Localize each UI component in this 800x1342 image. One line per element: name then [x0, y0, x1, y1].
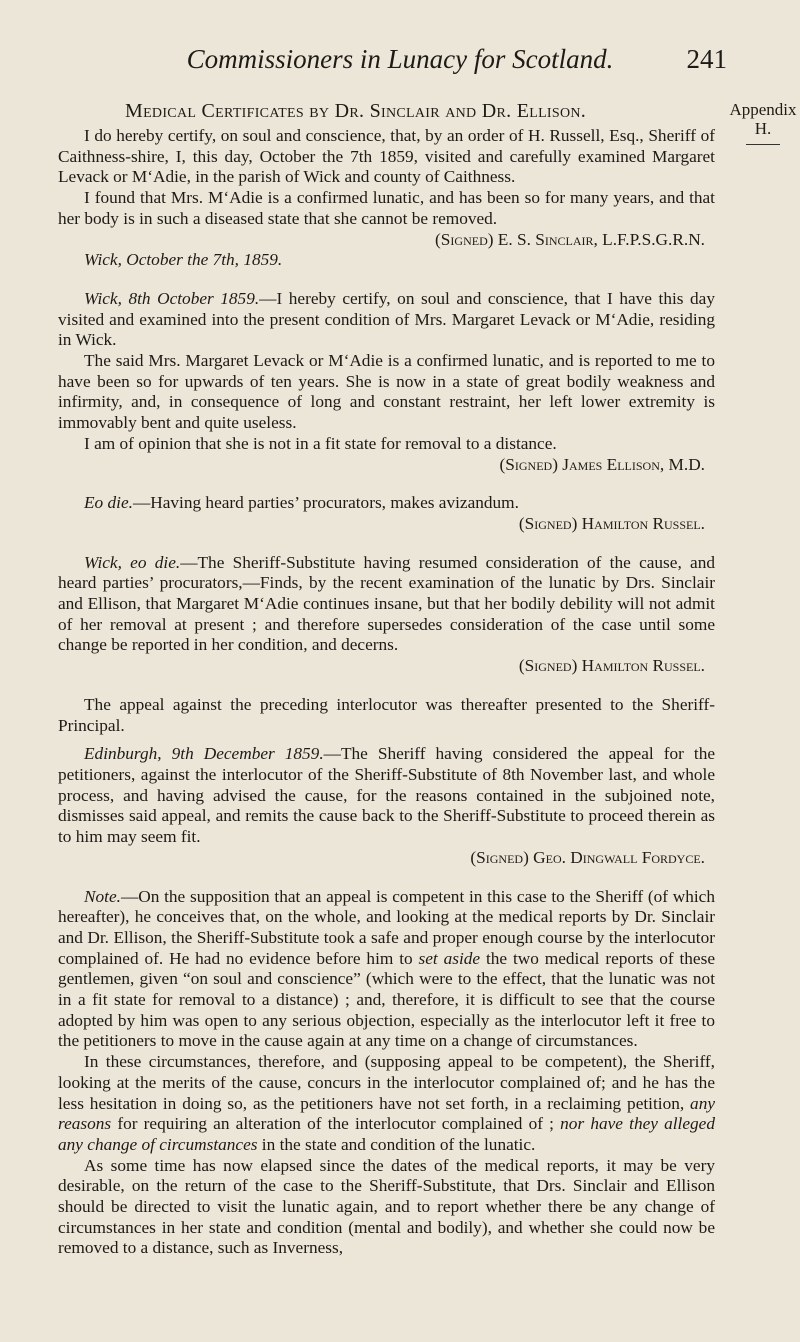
note-paragraph-2	[58, 1052, 715, 1156]
appendix-word: Appendix	[729, 100, 797, 119]
body-text	[58, 126, 715, 1259]
certificate-1-paragraph-2: I found that Mrs. M‘Adie is a confirmed lunatic, and has been so for many years, and that her body is in such a diseased state that she cannot be removed.	[58, 188, 715, 228]
interlocutor-signature: (Signed) Hamilton Russel.	[518, 656, 705, 676]
section-heading-rest: Certificates by Dr. Sinclair and Dr. Ellison.	[201, 100, 587, 122]
note-paragraph-3: As some time has now elapsed since the dates of the medical reports, it may be very desirable, on the return of the case to the Sheriff-Substitute, that Drs. Sinclair and Ellison should be directed to visit the lunatic again, and to report whether there be any change of circumstances in her state and condition (mental and bodily), and whether she could now be removed to a distance, such as Inverness,	[58, 1155, 715, 1258]
edinburgh-signature: (Signed) Geo. Dingwall Fordyce.	[470, 847, 705, 867]
certificate-2-text: —I hereby certify, on soul and conscience, that I have this day visited and examined into the present condition of Mrs. Margaret Levack or M‘Adie, residing in Wick.	[58, 288, 715, 350]
spacer	[58, 736, 715, 744]
spacer	[58, 271, 715, 289]
edinburgh-lead: Edinburgh, 9th December 1859.	[84, 744, 324, 764]
certificate-2-paragraph-3: I am of opinion that she is not in a fit state for removal to a distance.	[84, 433, 557, 453]
note-lead: Note.	[84, 886, 121, 906]
note-text-1a: —On the supposition that an appeal is competent in this case to the Sheriff (of which hereafter), he conceives that, on the whole, and looking at the medical reports by Dr. Sinclair and Dr. Ellison, the Sheriff-Substitute took a safe and proper enough course by the interlocutor complained of. He had no evidence before him to	[58, 886, 715, 968]
certificate-2-signature: (Signed) James Ellison, M.D.	[499, 454, 705, 474]
section-heading-lead: Medical	[125, 100, 197, 122]
certificate-1-dateline: Wick, October the 7th, 1859.	[84, 250, 283, 270]
spacer	[58, 475, 715, 493]
note-paragraph-1	[58, 887, 715, 1053]
appeal-paragraph: The appeal against the preceding interlocutor was thereafter presented to the Sheriff-Principal.	[58, 694, 715, 735]
certificate-2-paragraph-2: The said Mrs. Margaret Levack or M‘Adie is a confirmed lunatic, and is reported to me to have been so for upwards of ten years. She is now in a state of great bodily weakness and infirmity, and, in consequence of long and constant restraint, her left lower extremity is immovably bent and quite useless.	[58, 351, 715, 433]
note-italic-2a: any reasons	[58, 1093, 715, 1134]
spacer	[58, 677, 715, 695]
running-head-title: Commissioners in Lunacy for Scotland.	[186, 44, 614, 74]
section-heading	[125, 100, 586, 123]
avizandum-text: —Having heard parties’ procurators, makes avizandum.	[132, 493, 519, 513]
certificate-2-paragraph-1	[58, 289, 715, 351]
appendix-marginal-label	[727, 100, 799, 145]
note-text-2b: for requiring an alteration of the interlocutor complained of ;	[111, 1114, 561, 1134]
note-italic-2b: nor have they alleged any change of circumstances	[58, 1114, 715, 1154]
spacer	[58, 869, 715, 887]
certificate-1-paragraph-1: I do hereby certify, on soul and conscience, that, by an order of H. Russell, Esq., Sheriff of Caithness-shire, I, this day, October the 7th 1859, visited and carefully examined Margaret Levack or M‘Adie, in the parish of Wick and county of Caithness.	[58, 126, 715, 187]
running-head	[0, 44, 800, 84]
note-italic-1: set aside	[418, 948, 481, 968]
avizandum-paragraph	[58, 493, 715, 514]
edinburgh-text: —The Sheriff having considered the appeal for the petitioners, against the interlocutor of the Sheriff-Substitute of 8th November last, and whole process, and having advised the cause, for the reasons contained in the subjoined note, dismisses said appeal, and remits the cause back to the Sheriff-Substitute to proceed therein as to him may seem fit.	[58, 744, 715, 847]
avizandum-lead: Eo die.	[84, 493, 133, 513]
interlocutor-lead: Wick, eo die.	[84, 552, 181, 572]
appendix-rule	[746, 144, 780, 145]
edinburgh-paragraph	[58, 744, 715, 848]
note-text-2a: In these circumstances, therefore, and (supposing appeal to be competent), the Sheriff, looking at the merits of the cause, concurs in the interlocutor complained of; and he has the less hesitation in doing so, as the petitioners have not set forth, in a reclaiming petition,	[58, 1052, 715, 1113]
appendix-letter: H.	[754, 119, 772, 138]
interlocutor-text: —The Sheriff-Substitute having resumed consideration of the cause, and heard parties’ procurators,—Finds, by the recent examination of the lunatic by Drs. Sinclair and Ellison, that Margaret M‘Adie continues insane, but that her bodily debility will not admit of her removal at present ; and therefore supersedes consideration of the case until some change be reported in her condition, and decerns.	[58, 552, 715, 655]
note-text-2c: in the state and condition of the lunatic.	[257, 1134, 536, 1154]
avizandum-signature: (Signed) Hamilton Russel.	[518, 513, 705, 533]
certificate-1-signature: (Signed) E. S. Sinclair, L.F.P.S.G.R.N.	[435, 229, 705, 249]
interlocutor-paragraph	[58, 553, 715, 657]
spacer	[58, 535, 715, 553]
page-number: 241	[686, 44, 727, 74]
note-text-1b: the two medical reports of these gentlemen, given “on soul and conscience” (which were to the effect, that the lunatic was not in a fit state for removal to a distance) ; and, therefore, it is difficult to see that the course adopted by him was open to any serious objection, especially as the interlocutor left it free to the petitioners to move in the cause again at any time on a change of circumstances.	[58, 948, 715, 1051]
certificate-2-place-date: Wick, 8th October 1859.	[84, 288, 260, 308]
